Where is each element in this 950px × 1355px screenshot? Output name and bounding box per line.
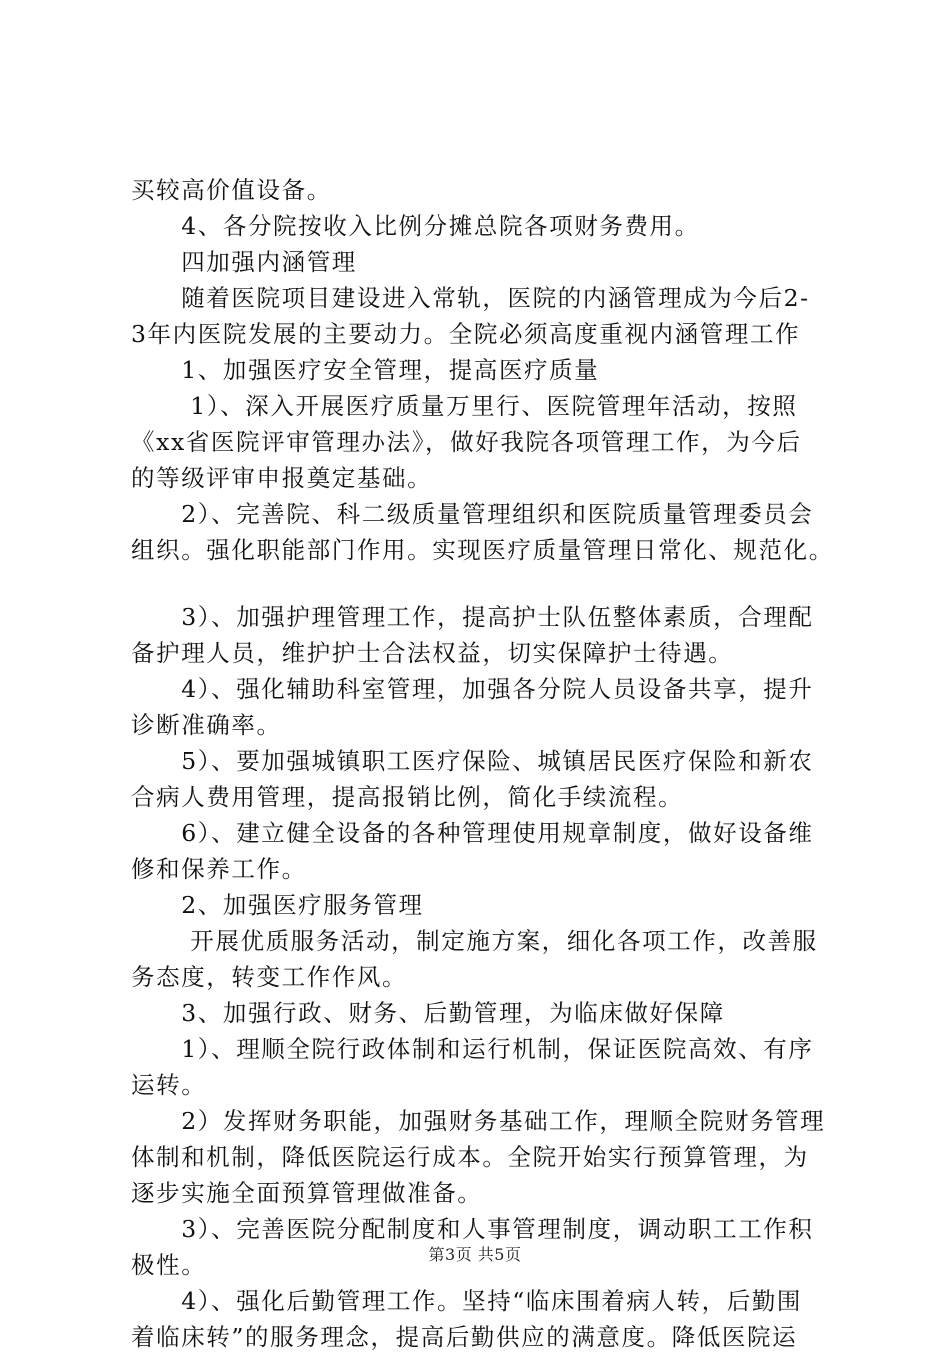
subsection-heading: 2、加强医疗服务管理 xyxy=(131,891,424,919)
page-number: 第3页 共5页 xyxy=(428,1245,522,1264)
text-line: 修和保养工作。 xyxy=(131,855,307,883)
text-line: 的等级评审申报奠定基础。 xyxy=(131,464,433,492)
text-line: 着临床转”的服务理念，提高后勤供应的满意度。降低医院运 xyxy=(131,1323,798,1351)
text-line: 《xx省医院评审管理办法》，做好我院各项管理工作，为今后 xyxy=(131,428,802,456)
text-line: 组织。强化职能部门作用。实现医疗质量管理日常化、规范化。 xyxy=(131,536,834,564)
subsection-heading: 3、加强行政、财务、后勤管理，为临床做好保障 xyxy=(131,999,725,1027)
page-footer xyxy=(0,1244,950,1266)
text-line: 3）、完善医院分配制度和人事管理制度，调动职工工作积 xyxy=(131,1215,814,1243)
text-line: 买较高价值设备。 xyxy=(131,176,332,204)
text-line: 随着医院项目建设进入常轨，医院的内涵管理成为今后2- xyxy=(131,284,810,312)
text-line: 2）、完善院、科二级质量管理组织和医院质量管理委员会 xyxy=(131,500,814,528)
text-line: 务态度，转变工作作风。 xyxy=(131,963,408,991)
text-line: 逐步实施全面预算管理做准备。 xyxy=(131,1179,483,1207)
text-line: 6）、建立健全设备的各种管理使用规章制度，做好设备维 xyxy=(131,819,814,847)
section-heading: 四加强内涵管理 xyxy=(131,248,357,276)
text-line: 体制和机制，降低医院运行成本。全院开始实行预算管理，为 xyxy=(131,1143,809,1171)
text-line: 4、各分院按收入比例分摊总院各项财务费用。 xyxy=(131,212,700,240)
text-line: 诊断准确率。 xyxy=(131,711,282,739)
subsection-heading: 1、加强医疗安全管理，提高医疗质量 xyxy=(131,356,600,384)
text-line: 极性。 xyxy=(131,1251,207,1279)
text-line: 运转。 xyxy=(131,1071,207,1099)
text-line: 4）、强化后勤管理工作。坚持“临床围着病人转，后勤围 xyxy=(131,1287,803,1315)
text-line: 开展优质服务活动，制定施方案，细化各项工作，改善服 xyxy=(131,927,818,955)
text-line: 1）、理顺全院行政体制和运行机制，保证医院高效、有序 xyxy=(131,1035,814,1063)
text-line: 备护理人员，维护护士合法权益，切实保障护士待遇。 xyxy=(131,639,734,667)
text-line: 3）、加强护理管理工作，提高护士队伍整体素质，合理配 xyxy=(131,603,814,631)
text-line: 合病人费用管理，提高报销比例，简化手续流程。 xyxy=(131,783,684,811)
text-line: 5）、要加强城镇职工医疗保险、城镇居民医疗保险和新农 xyxy=(131,747,814,775)
text-line: 1）、深入开展医疗质量万里行、医院管理年活动，按照 xyxy=(131,392,798,420)
blank-line xyxy=(131,568,851,599)
document-body xyxy=(131,172,851,1355)
text-line: 3年内医院发展的主要动力。全院必须高度重视内涵管理工作 xyxy=(131,320,801,348)
text-line: 4）、强化辅助科室管理，加强各分院人员设备共享，提升 xyxy=(131,675,814,703)
text-line: 2）发挥财务职能，加强财务基础工作，理顺全院财务管理 xyxy=(131,1107,826,1135)
